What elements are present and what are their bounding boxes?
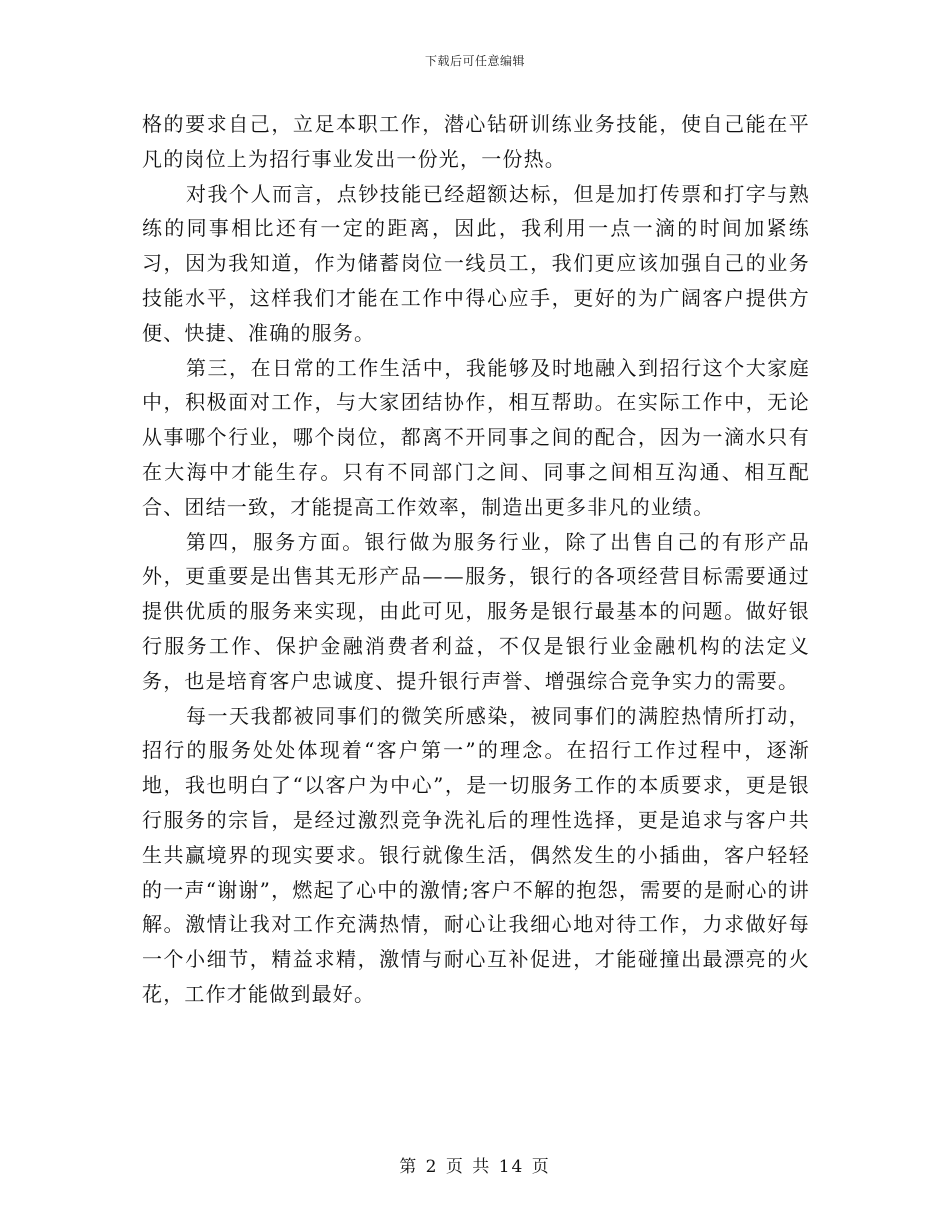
paragraph-3: 第三，在日常的工作生活中，我能够及时地融入到招行这个大家庭中，积极面对工作，与大家团结协作，相互帮助。在实际工作中，无论从事哪个行业，哪个岗位，都离不开同事之间的配合，因为一滴水只有在大海中才能生存。只有不同部门之间、同事之间相互沟通、相互配合、团结一致，才能提高工作效率，制造出更多非凡的业绩。 bbox=[142, 355, 810, 519]
page-header: 下载后可任意编辑 bbox=[424, 54, 525, 68]
paragraph-4: 第四，服务方面。银行做为服务行业，除了出售自己的有形产品外，更重要是出售其无形产品——服务，银行的各项经营目标需要通过提供优质的服务来实现，由此可见，服务是银行最基本的问题。做好银行服务工作、保护金融消费者利益，不仅是银行业金融机构的法定义务，也是培育客户忠诚度、提升银行声誉、增强综合竞争实力的需要。 bbox=[142, 529, 810, 693]
paragraph-2: 对我个人而言，点钞技能已经超额达标，但是加打传票和打字与熟练的同事相比还有一定的距离，因此，我利用一点一滴的时间加紧练习，因为我知道，作为储蓄岗位一线员工，我们更应该加强自己的业务技能水平，这样我们才能在工作中得心应手，更好的为广阔客户提供方便、快捷、准确的服务。 bbox=[142, 181, 810, 345]
paragraph-5: 每一天我都被同事们的微笑所感染，被同事们的满腔热情所打动，招行的服务处处体现着“客户第一”的理念。在招行工作过程中，逐渐地，我也明白了“以客户为中心”，是一切服务工作的本质要求，更是银行服务的宗旨，是经过激烈竞争洗礼后的理性选择，更是追求与客户共生共赢境界的现实要求。银行就像生活，偶然发生的小插曲，客户轻轻的一声“谢谢”，燃起了心中的激情;客户不解的抱怨，需要的是耐心的讲解。激情让我对工作充满热情，耐心让我细心地对待工作，力求做好每一个小细节，精益求精，激情与耐心互补促进，才能碰撞出最漂亮的火花，工作才能做到最好。 bbox=[142, 703, 810, 1006]
document-body bbox=[142, 107, 810, 1012]
paragraph-1: 格的要求自己，立足本职工作，潜心钻研训练业务技能，使自己能在平凡的岗位上为招行事业发出一份光，一份热。 bbox=[142, 112, 810, 171]
page-footer: 第 2 页 共 14 页 bbox=[399, 1157, 551, 1177]
